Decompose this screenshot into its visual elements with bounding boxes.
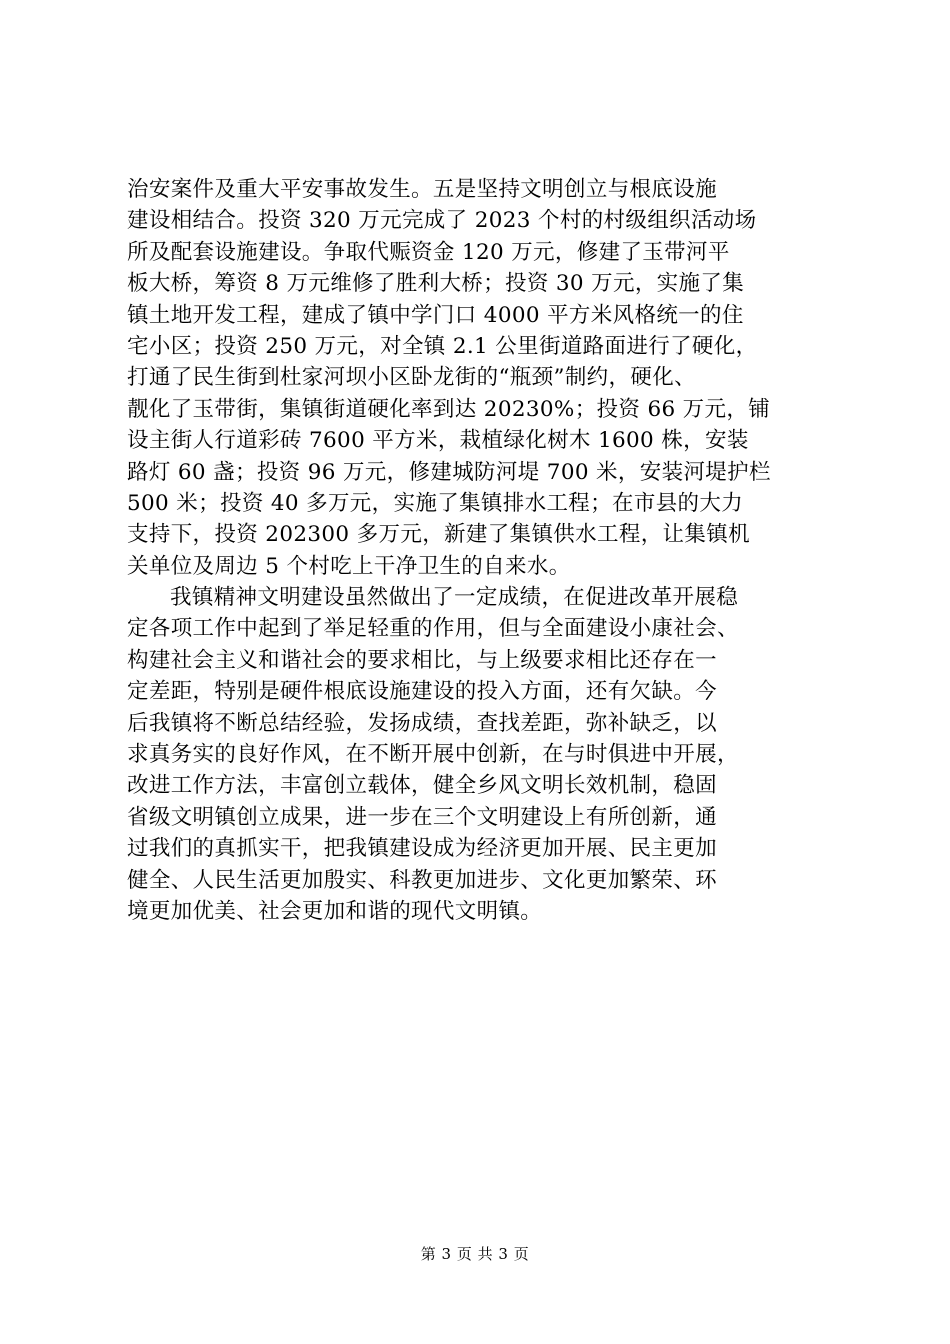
text-line: 定各项工作中起到了举足轻重的作用，但与全面建设小康社会、: [127, 616, 739, 642]
text-line: 靓化了玉带街，集镇街道硬化率到达 20230%；投资 66 万元，铺: [127, 396, 771, 422]
text-line: 求真务实的良好作风，在不断开展中创新，在与时俱进中开展，: [127, 742, 739, 768]
text-line: 宅小区；投资 250 万元，对全镇 2.1 公里街道路面进行了硬化，: [127, 333, 758, 359]
page-footer: 第 3 页 共 3 页: [420, 1245, 530, 1263]
body-text: [127, 174, 857, 927]
text-line: 板大桥，筹资 8 万元维修了胜利大桥；投资 30 万元，实施了集: [127, 271, 745, 297]
text-line: 治安案件及重大平安事故发生。五是坚持文明创立与根底设施: [127, 177, 717, 202]
text-line: 改进工作方法，丰富创立载体，健全乡风文明长效机制，稳固: [127, 773, 717, 799]
text-line: 设主街人行道彩砖 7600 平方米，栽植绿化树木 1600 株，安装: [127, 428, 749, 454]
text-line: 500 米；投资 40 多万元，实施了集镇排水工程；在市县的大力: [127, 490, 744, 516]
text-line: 打通了民生街到杜家河坝小区卧龙街的“瓶颈”制约，硬化、: [127, 365, 696, 391]
text-line: 定差距，特别是硬件根底设施建设的投入方面，还有欠缺。今: [127, 679, 717, 705]
text-line: 建设相结合。投资 320 万元完成了 2023 个村的村级组织活动场: [127, 208, 757, 234]
text-line: 构建社会主义和谐社会的要求相比，与上级要求相比还存在一: [127, 647, 717, 673]
paragraph-1: [127, 174, 857, 582]
text-line: 镇土地开发工程，建成了镇中学门口 4000 平方米风格统一的住: [127, 302, 744, 328]
text-line: 健全、人民生活更加殷实、科教更加进步、文化更加繁荣、环: [127, 867, 717, 893]
text-line: 后我镇将不断总结经验，发扬成绩，查找差距，弥补缺乏，以: [127, 710, 717, 736]
paragraph-2: [127, 582, 857, 927]
text-line: 支持下，投资 202300 多万元，新建了集镇供水工程，让集镇机: [127, 522, 750, 548]
text-line: 路灯 60 盏；投资 96 万元，修建城防河堤 700 米，安装河堤护栏: [127, 459, 771, 485]
text-line: 我镇精神文明建设虽然做出了一定成绩，在促进改革开展稳: [170, 585, 739, 611]
text-line: 关单位及周边 5 个村吃上干净卫生的自来水。: [127, 553, 571, 579]
text-line: 所及配套设施建设。争取代赈资金 120 万元，修建了玉带河平: [127, 239, 730, 265]
text-line: 境更加优美、社会更加和谐的现代文明镇。: [127, 898, 543, 924]
text-line: 省级文明镇创立成果，进一步在三个文明建设上有所创新，通: [127, 804, 717, 830]
text-line: 过我们的真抓实干，把我镇建设成为经济更加开展、民主更加: [127, 836, 717, 862]
